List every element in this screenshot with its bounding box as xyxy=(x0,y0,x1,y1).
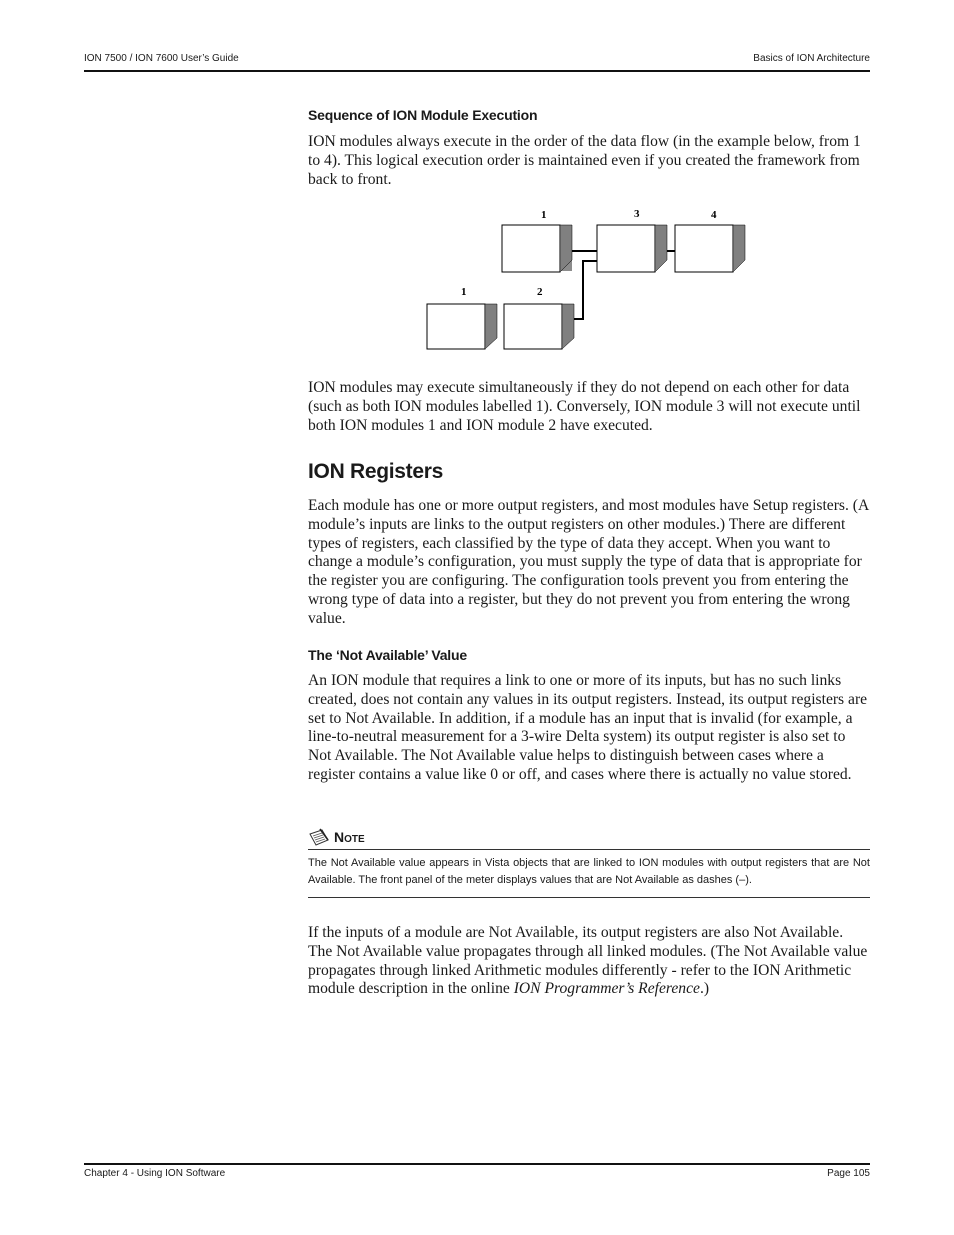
paragraph-execution-2: ION modules may execute simultaneously if they do not depend on each other for data (such as both ION modules labelled 1). Conversely, ION module 3 will not execute until both ION modules 1 and ION module 2 have executed. xyxy=(308,379,861,434)
module-box-4 xyxy=(675,225,745,272)
paragraph-execution-1: ION modules always execute in the order of the data flow (in the example below, from 1 to 4). This logical execution order is maintained even if you created the framework from back to front. xyxy=(308,133,861,188)
note-text: The Not Available value appears in Vista objects that are linked to ION modules with output registers that are Not Available. The front panel of the meter displays values that are Not Available as dashes (–). xyxy=(308,857,870,886)
note-box xyxy=(308,828,870,898)
note-top-rule xyxy=(308,849,870,850)
note-bottom-rule xyxy=(308,897,870,898)
footer-page-number: Page 105 xyxy=(827,1168,870,1179)
footer-rule xyxy=(84,1163,870,1165)
label-module-1-top: 1 xyxy=(541,209,547,221)
section-title-registers: ION Registers xyxy=(308,460,443,483)
header-guide-title: ION 7500 / ION 7600 User’s Guide xyxy=(84,53,239,64)
paragraph-not-available-2 xyxy=(308,924,870,999)
page-footer xyxy=(84,1168,870,1186)
module-box-1-bottom xyxy=(427,304,497,349)
section-title-execution: Sequence of ION Module Execution xyxy=(308,107,538,123)
module-execution-diagram xyxy=(425,205,750,355)
header-rule xyxy=(84,70,870,72)
note-label: Note xyxy=(334,829,365,845)
header-section-title: Basics of ION Architecture xyxy=(753,53,870,64)
paragraph-registers: Each module has one or more output registers, and most modules have Setup registers. (A module’s inputs are links to the output registers on other modules.) There are different types of registers, each classified by the type of data they accept. When you want to change a module’s configuration, you must supply the type of data that is appropriate for the register you are configuring. The configuration tools prevent you from entering the wrong type of data into a register, but they do not prevent you from entering the wrong value. xyxy=(308,497,869,627)
page-header xyxy=(84,53,870,71)
programmers-reference-title: ION Programmer’s Reference xyxy=(513,980,700,998)
module-box-3 xyxy=(597,225,667,272)
label-module-3: 3 xyxy=(634,208,640,220)
module-box-1-top xyxy=(502,225,572,272)
label-module-1-bottom: 1 xyxy=(461,286,467,298)
paragraph-not-available-2-end: .) xyxy=(699,980,710,998)
module-box-2 xyxy=(504,304,574,349)
section-title-not-available: The ‘Not Available’ Value xyxy=(308,647,467,663)
note-pad-icon xyxy=(308,828,330,848)
label-module-4: 4 xyxy=(711,209,717,221)
footer-chapter: Chapter 4 - Using ION Software xyxy=(84,1168,226,1179)
label-module-2: 2 xyxy=(537,286,543,298)
paragraph-not-available-1: An ION module that requires a link to one or more of its inputs, but has no such links created, does not contain any values in its output registers. Instead, its output registers are set to Not Available. In addition, if a module has an input that is invalid (for example, a line-to-neutral measurement for a 3-wire Delta system) its output register is also set to Not Available. The Not Available value helps to distinguish between cases where a register contains a value like 0 or off, and cases where there is actually no value stored. xyxy=(308,672,868,783)
paragraph-not-available-2-text: If the inputs of a module are Not Available, its output registers are also Not Available. The Not Available value propagates through all linked modules. (The Not Available value propagates through linked Arithmetic modules differently - refer to the ION Arithmetic module description in the online xyxy=(308,924,868,998)
